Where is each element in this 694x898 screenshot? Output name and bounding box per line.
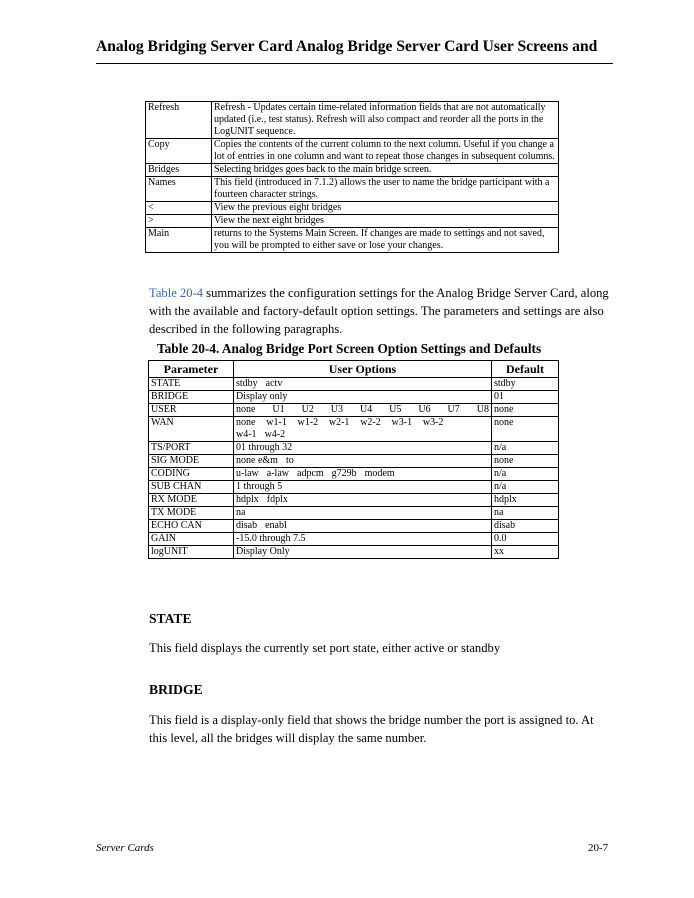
- default-cell: stdby: [492, 378, 559, 391]
- option-value: w4-2: [264, 429, 286, 440]
- command-description: View the previous eight bridges: [212, 202, 559, 215]
- option-value: w2-2: [360, 417, 381, 428]
- table-row: [149, 455, 559, 468]
- table-caption: Table 20-4. Analog Bridge Port Screen Option Settings and Defaults: [157, 341, 542, 356]
- intro-paragraph: [149, 284, 609, 338]
- table-row: [146, 139, 559, 164]
- table-row: [146, 164, 559, 177]
- table-row: [146, 102, 559, 139]
- option-value: g729b: [331, 468, 357, 479]
- table-row: [149, 442, 559, 455]
- option-value: none: [236, 417, 256, 428]
- intro-text: summarizes the configuration settings for the Analog Bridge Server Card, along with the available and factory-default option settings. The parameters and settings are also described in the following paragraphs.: [149, 286, 609, 336]
- command-name: Refresh: [146, 102, 212, 139]
- options-cell: [234, 468, 492, 481]
- default-cell: n/a: [492, 468, 559, 481]
- option-value: u-law: [236, 468, 259, 479]
- section-heading-state: STATE: [149, 611, 192, 626]
- table-row: [149, 546, 559, 559]
- option-value: U3: [330, 404, 344, 415]
- option-value: modem: [364, 468, 395, 479]
- param-cell: SUB CHAN: [149, 481, 234, 494]
- option-value: w2-1: [328, 417, 350, 428]
- param-cell: SIG MODE: [149, 455, 234, 468]
- command-description: Copies the contents of the current column to the next column. Useful if you change a lot of entries in one column and want to repeat those changes in subsequent columns.: [212, 139, 559, 164]
- options-cell: na: [234, 507, 492, 520]
- command-description: returns to the Systems Main Screen. If changes are made to settings and not saved, you will be prompted to either save or lose your changes.: [212, 228, 559, 253]
- options-cell: [234, 417, 492, 442]
- default-cell: n/a: [492, 481, 559, 494]
- option-value: w3-2: [422, 417, 444, 428]
- footer-section-name: Server Cards: [96, 842, 154, 854]
- page-header-title: Analog Bridging Server Card Analog Bridge Server Card User Screens and: [96, 38, 598, 55]
- bridge-description: This field is a display-only field that shows the bridge number the port is assigned to. At this level, all the bridges will display the same number.: [149, 713, 594, 745]
- option-value: U5: [389, 404, 402, 415]
- options-cell: -15.0 through 7.5: [234, 533, 492, 546]
- option-value: adpcm: [297, 468, 324, 479]
- option-value: hdplx: [236, 494, 259, 505]
- table-header-row: [149, 361, 559, 378]
- options-cell: Display only: [234, 391, 492, 404]
- command-description: View the next eight bridges: [212, 215, 559, 228]
- column-header-parameter: Parameter: [149, 361, 234, 378]
- default-cell: disab: [492, 520, 559, 533]
- commands-table: [145, 101, 559, 253]
- options-cell: [234, 378, 492, 391]
- options-cell: [234, 520, 492, 533]
- table-row: [149, 481, 559, 494]
- options-cell: [234, 455, 492, 468]
- command-name: Copy: [146, 139, 212, 164]
- table-row: [149, 468, 559, 481]
- option-value: U4: [359, 404, 373, 415]
- option-value: w1-2: [297, 417, 319, 428]
- param-cell: STATE: [149, 378, 234, 391]
- param-cell: USER: [149, 404, 234, 417]
- default-cell: none: [492, 404, 559, 417]
- option-value: fdplx: [266, 494, 288, 505]
- table-row: [146, 202, 559, 215]
- column-header-user-options: User Options: [234, 361, 492, 378]
- option-value: U7: [447, 404, 460, 415]
- default-cell: xx: [492, 546, 559, 559]
- option-value: none: [236, 404, 256, 415]
- param-cell: ECHO CAN: [149, 520, 234, 533]
- section-heading-bridge: BRIDGE: [149, 682, 203, 697]
- option-value: stdby: [236, 378, 258, 389]
- command-description: Refresh - Updates certain time-related information fields that are not automatically updated (i.e., test status). Refresh will also compact and reorder all the ports in the LogUNIT sequence.: [212, 102, 559, 139]
- state-description: This field displays the currently set port state, either active or standby: [149, 641, 501, 655]
- table-row: [149, 494, 559, 507]
- options-cell: Display Only: [234, 546, 492, 559]
- param-cell: CODING: [149, 468, 234, 481]
- table-row: [149, 417, 559, 442]
- option-value: disab: [236, 520, 258, 531]
- option-value: U6: [418, 404, 431, 415]
- table-row: [146, 228, 559, 253]
- command-name: Main: [146, 228, 212, 253]
- option-value: U8: [476, 404, 489, 415]
- option-value: U1: [272, 404, 285, 415]
- option-value: to: [285, 455, 294, 466]
- table-row: [149, 533, 559, 546]
- settings-table: [148, 360, 559, 559]
- table-row: [149, 520, 559, 533]
- option-value: w4-1: [236, 429, 257, 440]
- table-row: [146, 177, 559, 202]
- table-cross-reference-link[interactable]: Table 20-4: [149, 286, 204, 300]
- param-cell: BRIDGE: [149, 391, 234, 404]
- default-cell: n/a: [492, 442, 559, 455]
- footer-page-number: 20-7: [588, 842, 609, 854]
- options-cell: [234, 494, 492, 507]
- option-value: none e&m: [236, 455, 278, 466]
- table-row: [149, 404, 559, 417]
- table-row: [146, 215, 559, 228]
- default-cell: 0.0: [492, 533, 559, 546]
- param-cell: RX MODE: [149, 494, 234, 507]
- options-cell: 1 through 5: [234, 481, 492, 494]
- default-cell: none: [492, 455, 559, 468]
- column-header-default: Default: [492, 361, 559, 378]
- option-value: a-law: [266, 468, 289, 479]
- table-row: [149, 391, 559, 404]
- default-cell: na: [492, 507, 559, 520]
- command-name: >: [146, 215, 212, 228]
- default-cell: none: [492, 417, 559, 442]
- header-rule: [96, 63, 613, 64]
- param-cell: TX MODE: [149, 507, 234, 520]
- command-name: Bridges: [146, 164, 212, 177]
- command-name: <: [146, 202, 212, 215]
- option-value: enabl: [265, 520, 287, 531]
- command-description: Selecting bridges goes back to the main bridge screen.: [212, 164, 559, 177]
- command-description: This field (introduced in 7.1.2) allows the user to name the bridge participant with a fourteen character strings.: [212, 177, 559, 202]
- param-cell: WAN: [149, 417, 234, 442]
- default-cell: hdplx: [492, 494, 559, 507]
- option-value: U2: [301, 404, 314, 415]
- options-cell: [234, 404, 492, 417]
- option-value: w1-1: [266, 417, 287, 428]
- table-row: [149, 378, 559, 391]
- option-value: w3-1: [391, 417, 413, 428]
- default-cell: 01: [492, 391, 559, 404]
- param-cell: logUNIT: [149, 546, 234, 559]
- command-name: Names: [146, 177, 212, 202]
- table-row: [149, 507, 559, 520]
- param-cell: GAIN: [149, 533, 234, 546]
- option-value: actv: [265, 378, 283, 389]
- options-cell: 01 through 32: [234, 442, 492, 455]
- param-cell: TS/PORT: [149, 442, 234, 455]
